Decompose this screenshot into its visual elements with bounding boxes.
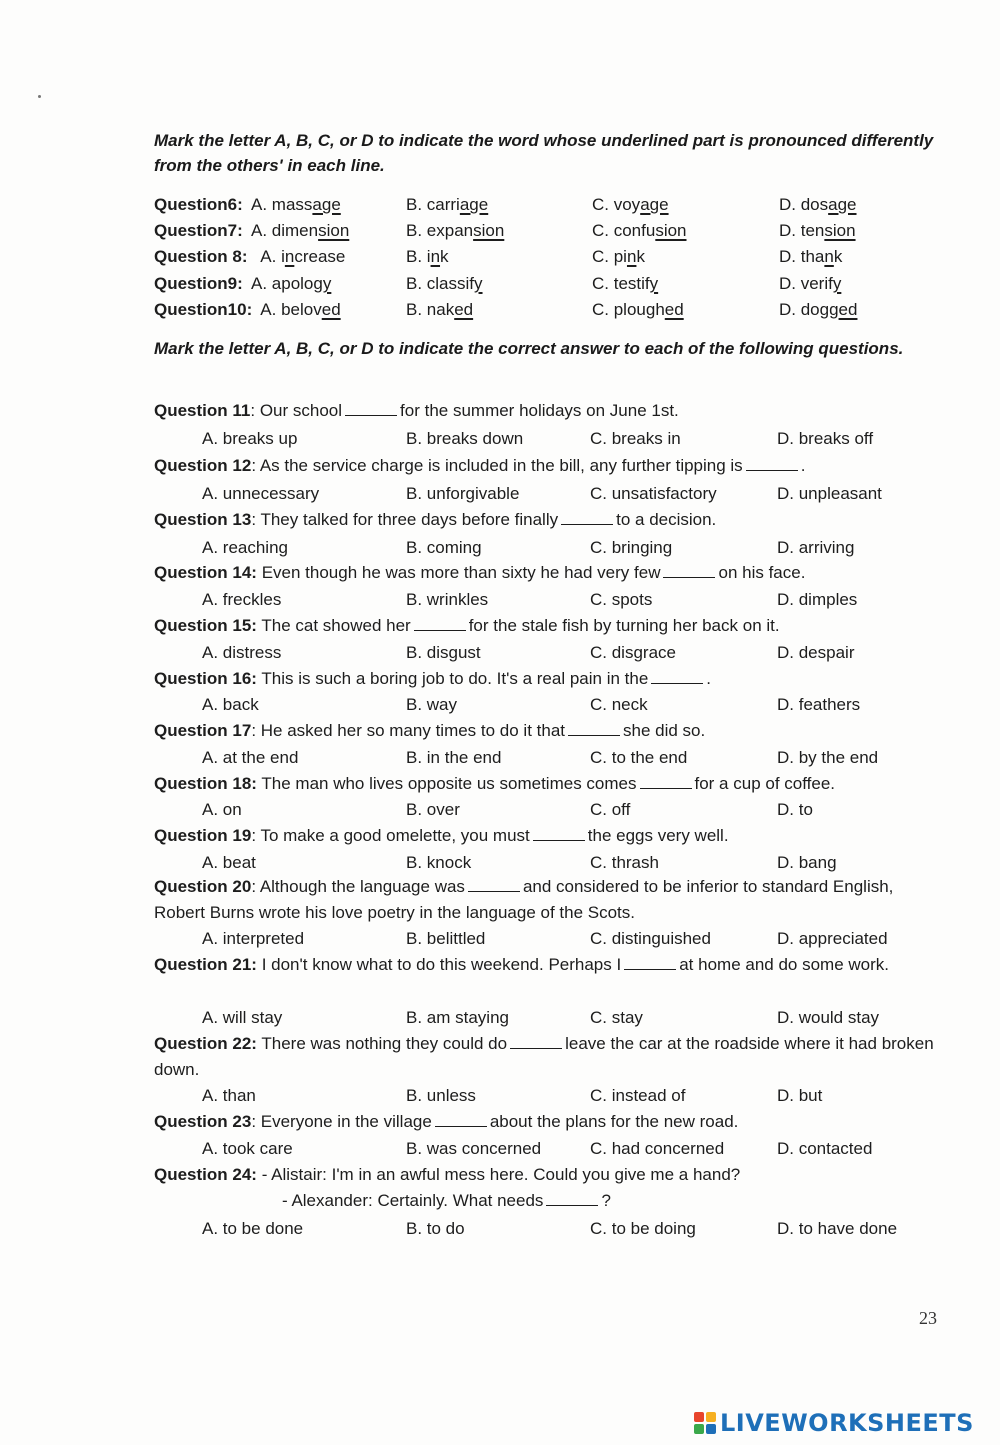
- answer-option-d[interactable]: D. would stay: [777, 1008, 880, 1027]
- question-stem: [154, 1109, 934, 1135]
- answer-option-a[interactable]: A. at the end: [202, 748, 299, 767]
- answer-option-c[interactable]: C. to the end: [590, 748, 688, 767]
- question-label: Question 18:: [154, 774, 257, 793]
- question-stem: [154, 666, 934, 692]
- answer-option-d[interactable]: D. feathers: [777, 695, 861, 714]
- question-text: Even though he was more than sixty he had very few: [256, 563, 661, 582]
- answer-blank[interactable]: [640, 774, 692, 789]
- question-text-end: on his face.: [718, 563, 806, 582]
- answer-blank[interactable]: [651, 669, 703, 684]
- question-label: Question9:: [154, 274, 243, 293]
- answer-option-c[interactable]: [592, 218, 687, 244]
- liveworksheets-icon: [694, 1412, 716, 1434]
- question-label: Question6:: [154, 195, 243, 214]
- answer-option-a[interactable]: A. will stay: [202, 1008, 283, 1027]
- underlined-part: y: [474, 274, 483, 293]
- underlined-part: ed: [454, 300, 474, 319]
- answer-option-b[interactable]: B. belittled: [406, 929, 486, 948]
- answer-option-c[interactable]: C. to be doing: [590, 1219, 696, 1238]
- option-text-suffix: k: [440, 247, 449, 266]
- option-text: A. mass: [251, 195, 313, 214]
- question-label: Question 15:: [154, 616, 257, 635]
- answer-option-c[interactable]: [592, 192, 669, 218]
- answer-option-b[interactable]: [406, 297, 473, 323]
- answer-option-b[interactable]: B. unless: [406, 1086, 476, 1105]
- answer-blank[interactable]: [510, 1034, 562, 1049]
- underlined-part: sion: [473, 221, 505, 240]
- brand-name: LIVEWORKSHEETS: [720, 1409, 974, 1437]
- underlined-part: y: [322, 274, 332, 293]
- dialogue-line: [154, 1188, 934, 1214]
- answer-option-a[interactable]: A. reaching: [202, 538, 288, 557]
- answer-option-d[interactable]: D. breaks off: [777, 429, 874, 448]
- question-text: The man who lives opposite us sometimes comes: [256, 774, 637, 793]
- question-text-end: for the summer holidays on June 1st.: [400, 401, 679, 420]
- answer-blank[interactable]: [468, 877, 520, 892]
- question-stem: [154, 718, 934, 744]
- answer-option-c[interactable]: C. distinguished: [590, 929, 711, 948]
- question-text: The cat showed her: [256, 616, 411, 635]
- answer-option-b[interactable]: B. was concerned: [406, 1139, 542, 1158]
- question-label: Question 19: [154, 826, 252, 845]
- answer-blank[interactable]: [546, 1191, 598, 1206]
- answer-option-d[interactable]: D. unpleasant: [777, 484, 882, 503]
- question-label: Question 14:: [154, 563, 257, 582]
- underlined-part: y: [832, 274, 842, 293]
- option-text: D. tha: [779, 247, 825, 266]
- question-stem: [154, 823, 934, 849]
- option-text: C. pi: [592, 247, 627, 266]
- answer-option-d[interactable]: [779, 271, 841, 297]
- option-text: D. dos: [779, 195, 829, 214]
- answer-option-b[interactable]: [406, 271, 483, 297]
- answer-options-row: [0, 1216, 1000, 1242]
- pronunciation-question-row: [0, 218, 1000, 244]
- option-text: A. belov: [260, 300, 322, 319]
- answer-options-row: [0, 587, 1000, 613]
- question-label: Question 20: [154, 877, 252, 896]
- option-text: B. carri: [406, 195, 460, 214]
- answer-option-d[interactable]: D. contacted: [777, 1139, 873, 1158]
- question-text: : They talked for three days before finally: [251, 510, 559, 529]
- question-text: : Although the language was: [251, 877, 465, 896]
- answer-option-d[interactable]: D. by the end: [777, 748, 879, 767]
- page-number: 23: [919, 1308, 937, 1328]
- question-label: Question 21:: [154, 955, 257, 974]
- answer-option-b[interactable]: [406, 192, 488, 218]
- question-text-end: leave the car at the roadside where it had broken down.: [154, 1034, 934, 1079]
- answer-option-a[interactable]: [260, 244, 345, 270]
- answer-option-a[interactable]: A. unnecessary: [202, 484, 320, 503]
- answer-blank[interactable]: [414, 616, 466, 631]
- option-text: A. dimen: [251, 221, 319, 240]
- question-label: Question 23: [154, 1112, 252, 1131]
- answer-option-a[interactable]: A. beat: [202, 853, 256, 872]
- underlined-part: n: [626, 247, 637, 266]
- question-text-end: .: [800, 456, 806, 475]
- underlined-part: n: [824, 247, 834, 266]
- question-stem: [154, 874, 934, 926]
- question-label: Question 12: [154, 456, 252, 475]
- answer-blank[interactable]: [663, 563, 715, 578]
- answer-blank[interactable]: [561, 510, 613, 525]
- answer-option-a[interactable]: A. took care: [202, 1139, 293, 1158]
- question-stem: [154, 952, 934, 978]
- question-text-end: to a decision.: [616, 510, 717, 529]
- answer-option-a[interactable]: A. distress: [202, 643, 282, 662]
- answer-option-a[interactable]: A. breaks up: [202, 429, 298, 448]
- question-text-end: about the plans for the new road.: [489, 1112, 739, 1131]
- answer-option-b[interactable]: B. breaks down: [406, 429, 524, 448]
- question-label: Question 16:: [154, 669, 257, 688]
- underlined-part: ed: [838, 300, 858, 319]
- answer-option-a[interactable]: [251, 192, 341, 218]
- underlined-part: y: [649, 274, 659, 293]
- question-stem: [154, 771, 934, 797]
- answer-option-b[interactable]: [406, 218, 504, 244]
- answer-option-c[interactable]: C. neck: [590, 695, 648, 714]
- answer-options-row: [0, 1083, 1000, 1109]
- option-text: B. i: [406, 247, 431, 266]
- answer-option-a[interactable]: A. to be done: [202, 1219, 304, 1238]
- underlined-part: sion: [318, 221, 350, 240]
- option-text: D. dogg: [779, 300, 839, 319]
- underlined-part: n: [284, 247, 295, 266]
- answer-option-d[interactable]: D. dimples: [777, 590, 858, 609]
- liveworksheets-logo[interactable]: [694, 1408, 974, 1438]
- answer-option-d[interactable]: D. appreciated: [777, 929, 888, 948]
- answer-option-c[interactable]: C. instead of: [590, 1086, 686, 1105]
- option-text: B. expan: [406, 221, 474, 240]
- answer-option-b[interactable]: B. knock: [406, 853, 472, 872]
- answer-option-d[interactable]: [779, 218, 856, 244]
- question-text: - Alexander: Certainly. What needs: [282, 1191, 544, 1210]
- question-stem: [154, 613, 934, 639]
- answer-option-b[interactable]: B. am staying: [406, 1008, 509, 1027]
- answer-blank[interactable]: [345, 401, 397, 416]
- question-text-end: ?: [601, 1191, 611, 1210]
- answer-option-b[interactable]: [406, 244, 449, 270]
- answer-option-c[interactable]: [592, 244, 645, 270]
- question-text-end: for a cup of coffee.: [694, 774, 835, 793]
- answer-option-b[interactable]: B. over: [406, 800, 460, 819]
- answer-options-row: [0, 1005, 1000, 1031]
- underlined-part: age: [312, 195, 341, 214]
- question-text: This is such a boring job to do. It's a real pain in the: [256, 669, 649, 688]
- answer-options-row: [0, 640, 1000, 666]
- question-stem: [154, 507, 934, 533]
- question-stem: [154, 453, 934, 479]
- underlined-part: sion: [655, 221, 687, 240]
- option-text: B. classif: [406, 274, 475, 293]
- answer-options-row: [0, 797, 1000, 823]
- question-label: Question 24:: [154, 1165, 257, 1184]
- underlined-part: n: [430, 247, 441, 266]
- answer-option-c[interactable]: C. breaks in: [590, 429, 681, 448]
- answer-option-d[interactable]: D. to have done: [777, 1219, 898, 1238]
- underlined-part: age: [640, 195, 669, 214]
- answer-option-d[interactable]: D. to: [777, 800, 813, 819]
- pronunciation-question-row: [0, 271, 1000, 297]
- question-text-end: the eggs very well.: [587, 826, 729, 845]
- answer-option-d[interactable]: [779, 244, 842, 270]
- question-text-end: for the stale fish by turning her back on it.: [468, 616, 780, 635]
- answer-option-d[interactable]: [779, 192, 857, 218]
- answer-option-b[interactable]: B. disgust: [406, 643, 481, 662]
- question-label: Question 13: [154, 510, 252, 529]
- question-text: : Everyone in the village: [251, 1112, 432, 1131]
- question-stem: [154, 1162, 934, 1214]
- section1-instruction: Mark the letter A, B, C, or D to indicate the word whose underlined part is pronounced differently from the others' in each line.: [154, 131, 934, 175]
- answer-option-c[interactable]: C. thrash: [590, 853, 659, 872]
- question-text: There was nothing they could do: [256, 1034, 508, 1053]
- answer-option-b[interactable]: B. coming: [406, 538, 482, 557]
- answer-options-row: [0, 850, 1000, 876]
- answer-options-row: [0, 692, 1000, 718]
- answer-option-a[interactable]: A. freckles: [202, 590, 282, 609]
- option-text: C. confu: [592, 221, 656, 240]
- pronunciation-question-row: [0, 192, 1000, 218]
- answer-option-c[interactable]: C. off: [590, 800, 631, 819]
- answer-blank[interactable]: [624, 955, 676, 970]
- answer-options-row: [0, 535, 1000, 561]
- answer-option-a[interactable]: A. on: [202, 800, 242, 819]
- question-text-end: .: [706, 669, 712, 688]
- answer-blank[interactable]: [435, 1112, 487, 1127]
- question-text-end: at home and do some work.: [679, 955, 889, 974]
- option-text: C. plough: [592, 300, 665, 319]
- option-text-suffix: k: [636, 247, 645, 266]
- answer-option-c[interactable]: C. had concerned: [590, 1139, 725, 1158]
- pronunciation-question-row: [0, 244, 1000, 270]
- option-text: C. testif: [592, 274, 650, 293]
- answer-blank[interactable]: [533, 826, 585, 841]
- question-stem: [154, 560, 934, 586]
- answer-option-d[interactable]: D. arriving: [777, 538, 855, 557]
- answer-option-d[interactable]: D. bang: [777, 853, 837, 872]
- question-label: Question 8:: [154, 247, 248, 266]
- answer-option-c[interactable]: C. spots: [590, 590, 653, 609]
- answer-option-a[interactable]: A. than: [202, 1086, 256, 1105]
- answer-option-a[interactable]: [260, 297, 340, 323]
- option-text: D. ten: [779, 221, 825, 240]
- answer-option-c[interactable]: [592, 297, 684, 323]
- answer-option-a[interactable]: [251, 271, 331, 297]
- underlined-part: ed: [664, 300, 684, 319]
- option-text-suffix: crease: [294, 247, 346, 266]
- question-label: Question 22:: [154, 1034, 257, 1053]
- question-text: I don't know what to do this weekend. Perhaps I: [256, 955, 622, 974]
- underlined-part: ed: [321, 300, 341, 319]
- option-text: A. apolog: [251, 274, 323, 293]
- answer-option-d[interactable]: [779, 297, 857, 323]
- answer-options-row: [0, 926, 1000, 952]
- question-label: Question10:: [154, 300, 253, 319]
- question-text: : As the service charge is included in the bill, any further tipping is: [251, 456, 743, 475]
- answer-options-row: [0, 1136, 1000, 1162]
- answer-option-d[interactable]: D. but: [777, 1086, 823, 1105]
- answer-option-d[interactable]: D. despair: [777, 643, 855, 662]
- question-label: Question7:: [154, 221, 243, 240]
- answer-options-row: [0, 426, 1000, 452]
- answer-blank[interactable]: [746, 456, 798, 471]
- underlined-part: age: [459, 195, 489, 214]
- answer-option-c[interactable]: C. disgrace: [590, 643, 676, 662]
- question-label: Question 17: [154, 721, 252, 740]
- question-text-end: she did so.: [623, 721, 706, 740]
- question-text: : To make a good omelette, you must: [251, 826, 530, 845]
- answer-option-a[interactable]: A. interpreted: [202, 929, 305, 948]
- answer-option-c[interactable]: C. bringing: [590, 538, 673, 557]
- question-stem: [154, 1031, 934, 1083]
- answer-option-b[interactable]: B. wrinkles: [406, 590, 489, 609]
- underlined-part: age: [828, 195, 857, 214]
- answer-option-a[interactable]: [251, 218, 349, 244]
- option-text: B. nak: [406, 300, 455, 319]
- question-stem: [154, 398, 934, 424]
- answer-option-b[interactable]: B. in the end: [406, 748, 502, 767]
- answer-option-c[interactable]: C. stay: [590, 1008, 643, 1027]
- answer-option-b[interactable]: B. to do: [406, 1219, 465, 1238]
- answer-blank[interactable]: [568, 721, 620, 736]
- section2-instruction: Mark the letter A, B, C, or D to indicate the correct answer to each of the following questions.: [154, 339, 904, 358]
- pronunciation-question-row: [0, 297, 1000, 323]
- answer-options-row: [0, 481, 1000, 507]
- option-text-suffix: k: [833, 247, 843, 266]
- answer-option-b[interactable]: B. way: [406, 695, 458, 714]
- underlined-part: sion: [824, 221, 856, 240]
- option-text: D. verif: [779, 274, 833, 293]
- answer-option-b[interactable]: B. unforgivable: [406, 484, 520, 503]
- answer-option-c[interactable]: C. unsatisfactory: [590, 484, 717, 503]
- answer-option-c[interactable]: [592, 271, 658, 297]
- answer-option-a[interactable]: A. back: [202, 695, 259, 714]
- question-text: : He asked her so many times to do it that: [251, 721, 566, 740]
- question-label: Question 11: [154, 401, 251, 420]
- option-text: C. voy: [592, 195, 641, 214]
- scan-speck: [38, 95, 41, 98]
- option-text: A. i: [260, 247, 285, 266]
- question-text-end: and considered to be inferior to standard English, Robert Burns wrote his love poetry in the language of the Scots.: [154, 877, 894, 922]
- question-text: - Alistair: I'm in an awful mess here. Could you give me a hand?: [256, 1165, 741, 1184]
- question-text: : Our school: [250, 401, 343, 420]
- answer-options-row: [0, 745, 1000, 771]
